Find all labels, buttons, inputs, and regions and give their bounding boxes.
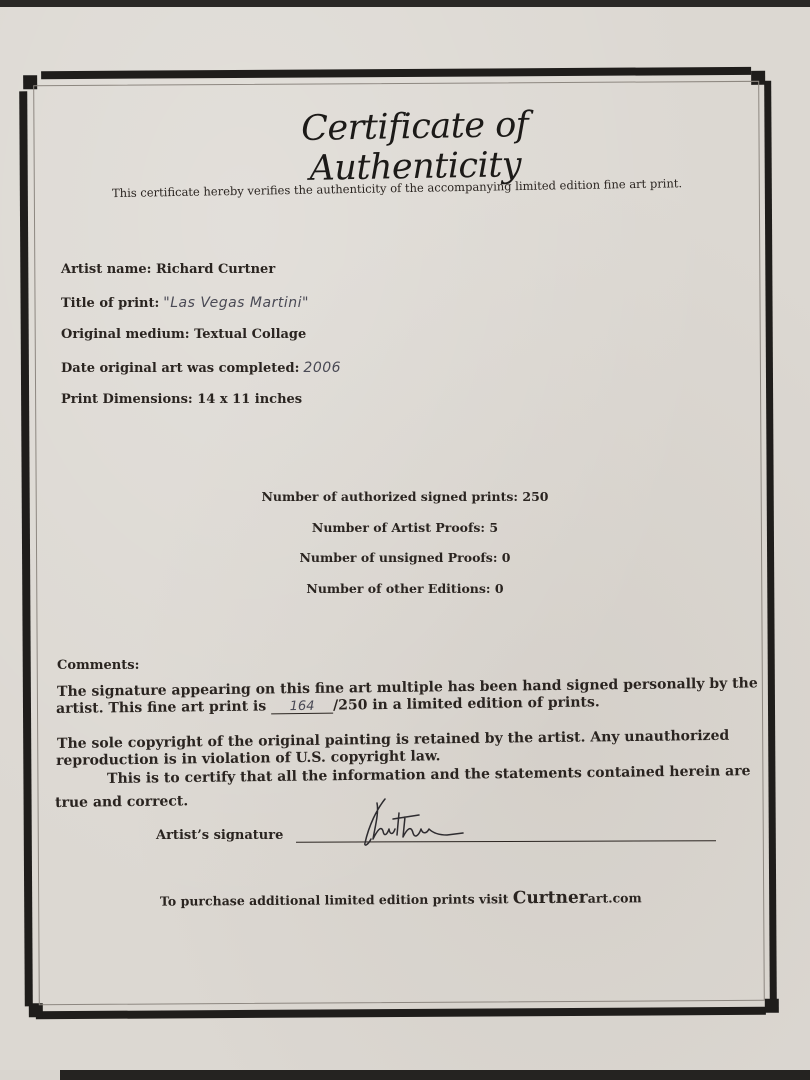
certificate-title: Certificate of Authenticity [300, 105, 529, 189]
background-edge-bottom [60, 1070, 810, 1080]
signature-label: Artist’s signature [156, 828, 284, 843]
field-label: Print Dimensions: 14 x 11 inches [61, 392, 303, 407]
border-inner-rule [33, 81, 765, 1005]
count-authorized-signed-prints: Number of authorized signed prints: 250 [261, 489, 549, 504]
certificate-subtitle: This certificate hereby verifies the authenticity of the accompanying limited edition fine art print. [111, 176, 683, 201]
field-label: Date original art was completed: [61, 361, 300, 376]
field-label: Original medium: Textual Collage [61, 327, 307, 342]
print-number-suffix: /250 in a limited edition of prints. [332, 694, 600, 714]
signature-statement-line-1: The signature appearing on this fine art multiple has been hand signed personally by the [57, 675, 758, 700]
field-artist-name [61, 262, 275, 277]
border-left [19, 91, 33, 1006]
field-label: Artist name: Richard Curtner [61, 262, 276, 277]
print-number-prefix: artist. This fine art print is [56, 698, 267, 717]
footer-purchase-note [160, 887, 642, 910]
copyright-statement-line-2: reproduction is in violation of U.S. copyright law. [56, 748, 441, 769]
footer-text: To purchase additional limited edition prints visit [159, 891, 509, 909]
border-bottom [36, 1007, 766, 1019]
copyright-statement-line-1: The sole copyright of the original painting is retained by the artist. Any unauthorized [57, 727, 730, 752]
border-corner-bottom-right [765, 999, 779, 1013]
border-corner-bottom-left [29, 1003, 43, 1017]
comments-heading: Comments: [57, 658, 140, 673]
handwritten-print-number: 164 [271, 700, 333, 715]
artist-signature [355, 795, 475, 850]
certificate-paper [0, 7, 810, 1070]
field-original-medium [61, 327, 306, 342]
field-label: Title of print: [61, 296, 160, 311]
field-date-completed [61, 360, 341, 376]
background-edge-top [0, 0, 810, 7]
field-title-of-print [61, 295, 309, 311]
footer-brand-domain: art.com [587, 890, 642, 906]
count-unsigned-proofs: Number of unsigned Proofs: 0 [299, 550, 511, 565]
count-other-editions: Number of other Editions: 0 [306, 581, 504, 596]
border-top [41, 67, 751, 79]
certification-statement-line-1: This is to certify that all the information and the statements contained herein are [107, 763, 751, 787]
certification-statement-line-2: true and correct. [55, 793, 189, 811]
count-artist-proofs: Number of Artist Proofs: 5 [311, 520, 499, 535]
handwritten-print-title: "Las Vegas Martini" [163, 295, 309, 311]
handwritten-date: 2006 [303, 360, 342, 376]
field-print-dimensions [61, 392, 302, 407]
border-right [764, 81, 777, 1011]
footer-brand-name: Curtner [512, 887, 588, 909]
decorative-border [19, 67, 785, 1024]
